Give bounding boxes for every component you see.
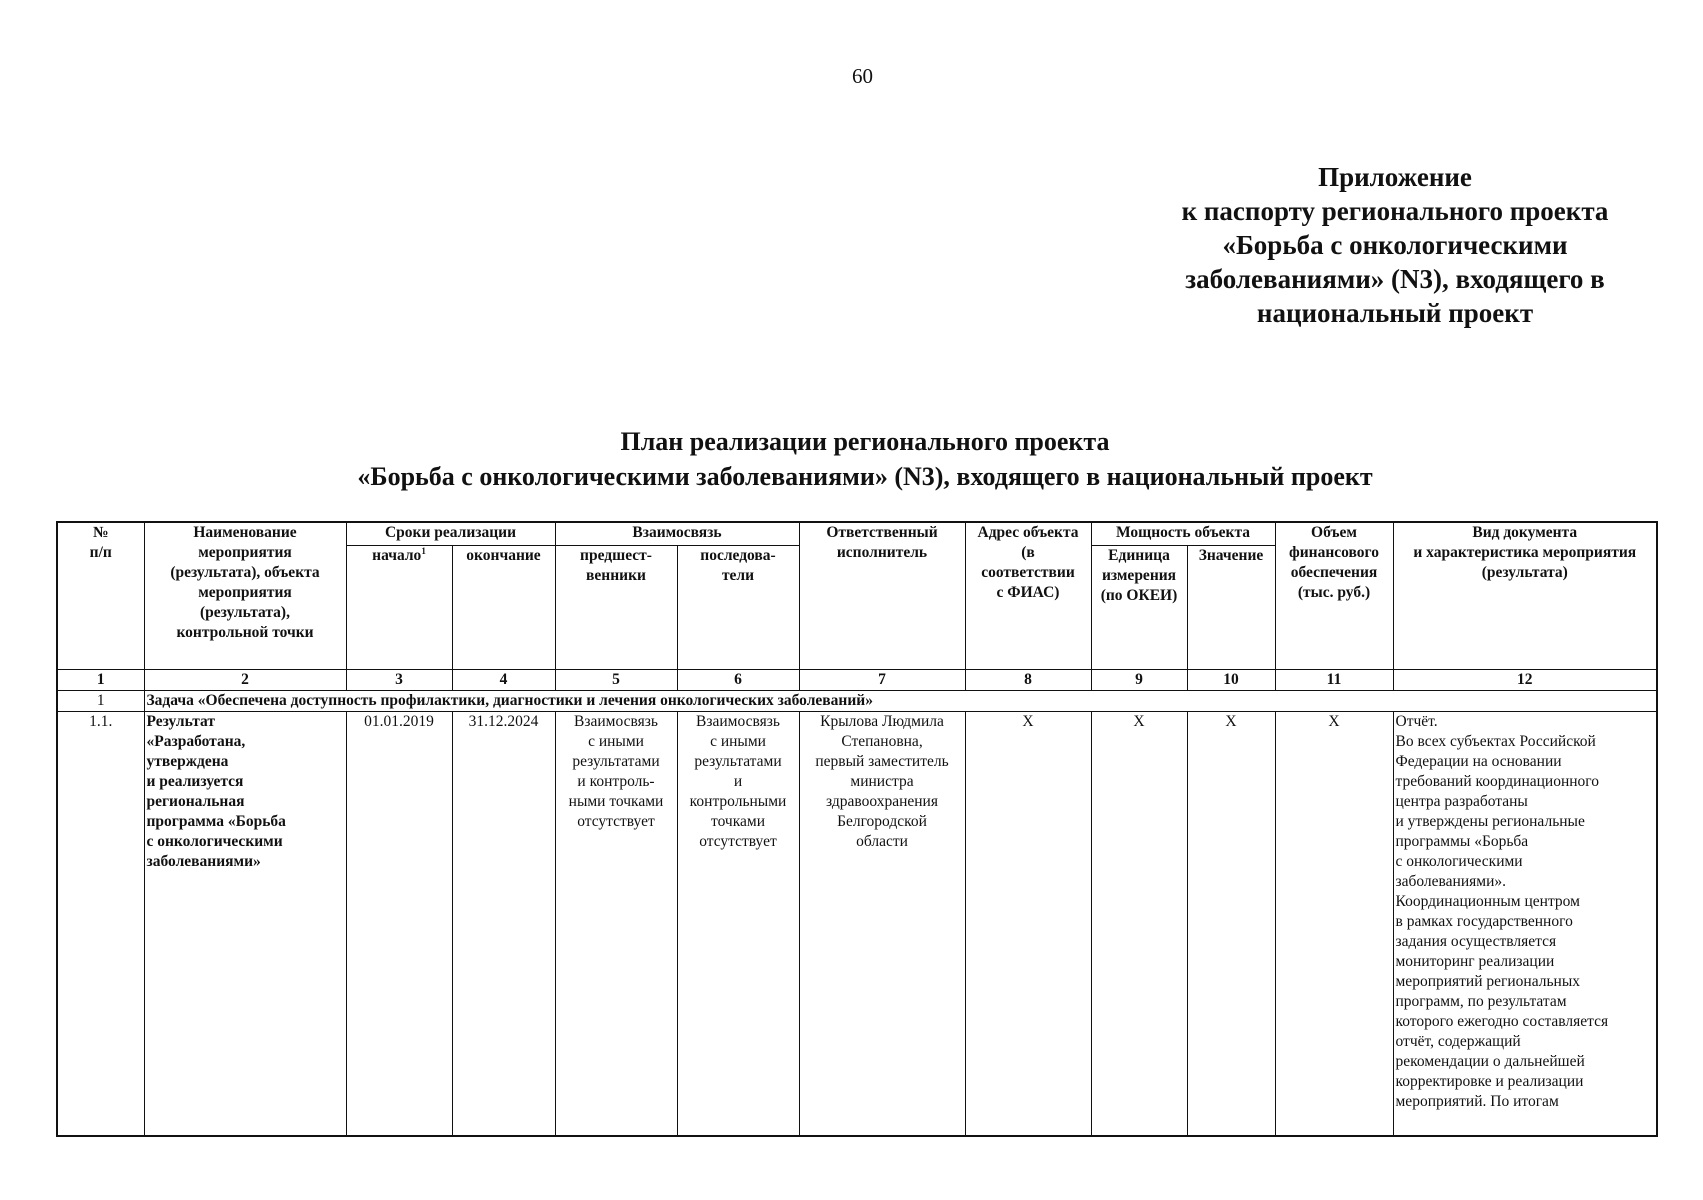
column-number: 11 (1275, 669, 1393, 690)
plan-title-line: План реализации регионального проекта (620, 427, 1110, 456)
header-terms: Сроки реализации (346, 522, 555, 545)
column-number: 8 (965, 669, 1091, 690)
header-unit: Единица измерения (по ОКЕИ) (1091, 545, 1187, 669)
task-row (57, 690, 1657, 711)
header-num: № п/п (57, 522, 144, 669)
column-number: 10 (1187, 669, 1275, 690)
row-unit: Х (1091, 711, 1187, 1136)
column-number: 3 (346, 669, 452, 690)
header-finance: Объем финансового обеспечения (тыс. руб.) (1275, 522, 1393, 669)
appendix-line: Приложение (1318, 162, 1472, 192)
appendix-line: заболеваниями» (N3), входящего в (1185, 264, 1605, 294)
column-number: 2 (144, 669, 346, 690)
header-name: Наименование мероприятия (результата), объекта мероприятия (результата), контрольной точки (144, 522, 346, 669)
row-end-date: 31.12.2024 (452, 711, 555, 1136)
task-text: Задача «Обеспечена доступность профилактики, диагностики и лечения онкологических заболеваний» (144, 690, 1657, 711)
header-relation: Взаимосвязь (555, 522, 799, 545)
page-number: 60 (852, 64, 873, 88)
plan-title-line: «Борьба с онкологическими заболеваниями» (N3), входящего в национальный проект (357, 462, 1373, 491)
header-responsible: Ответственный исполнитель (799, 522, 965, 669)
plan-table (56, 521, 1658, 1137)
task-num: 1 (57, 690, 144, 711)
header-successors: последова- тели (677, 545, 799, 669)
footnote-marker: 1 (421, 545, 426, 556)
row-address: Х (965, 711, 1091, 1136)
table-row (57, 711, 1657, 1136)
column-number: 5 (555, 669, 677, 690)
column-number: 7 (799, 669, 965, 690)
appendix-line: национальный проект (1256, 298, 1534, 328)
row-successors: Взаимосвязь с иными результатами и контрольными точками отсутствует (677, 711, 799, 1136)
appendix-line: к паспорту регионального проекта (1181, 196, 1609, 226)
row-finance: Х (1275, 711, 1393, 1136)
appendix-heading (1130, 160, 1660, 330)
column-number: 4 (452, 669, 555, 690)
row-predecessors: Взаимосвязь с иными результатами и контроль- ными точками отсутствует (555, 711, 677, 1136)
column-number: 1 (57, 669, 144, 690)
column-numbers-row (57, 669, 1657, 690)
row-responsible: Крылова Людмила Степановна, первый заместитель министра здравоохранения Белгородской области (799, 711, 965, 1136)
header-capacity: Мощность объекта (1091, 522, 1275, 545)
plan-title (0, 424, 1703, 494)
column-number: 6 (677, 669, 799, 690)
header-document: Вид документа и характеристика мероприятия (результата) (1393, 522, 1657, 669)
row-num: 1.1. (57, 711, 144, 1136)
row-start-date: 01.01.2019 (346, 711, 452, 1136)
row-value: Х (1187, 711, 1275, 1136)
column-number: 12 (1393, 669, 1657, 690)
header-address: Адрес объекта (в соответствии с ФИАС) (965, 522, 1091, 669)
header-predecessors: предшест- венники (555, 545, 677, 669)
row-document: Отчёт. Во всех субъектах Российской Федерации на основании требований координационного центра разработаны и утверждены региональные программы «Борьба с онкологическими заболеваниями». Координационным центром в рамках государственного задания осуществляется мониторинг реализации мероприятий региональных программ, по результатам которого ежегодно составляется отчёт, содержащий рекомендации о дальнейшей корректировке и реализации мероприятий. По итогам (1393, 711, 1657, 1136)
header-value: Значение (1187, 545, 1275, 669)
header-end: окончание (452, 545, 555, 669)
row-name: Результат «Разработана, утверждена и реализуется региональная программа «Борьба с онкологическими заболеваниями» (144, 711, 346, 1136)
appendix-line: «Борьба с онкологическими (1222, 230, 1568, 260)
header-start: начало$^1$ (346, 545, 452, 669)
column-number: 9 (1091, 669, 1187, 690)
